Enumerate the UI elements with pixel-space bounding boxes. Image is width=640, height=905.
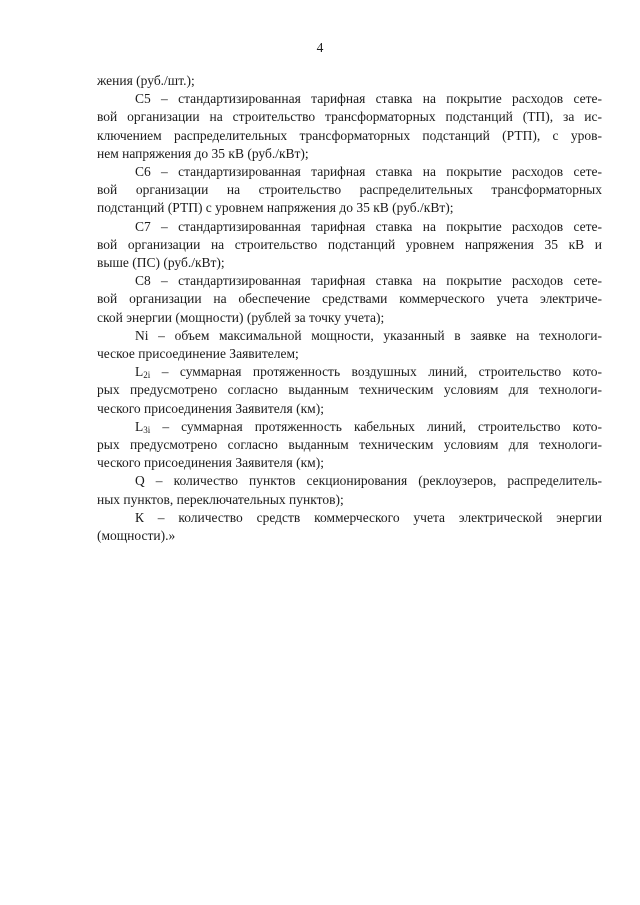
symbol-base: L <box>135 364 144 380</box>
text-line: нем напряжения до 35 кВ (руб./кВт); <box>97 145 309 161</box>
text-line: К – количество средств коммерческого учета электрической энергии <box>135 509 602 525</box>
paragraph-l2i <box>97 363 602 418</box>
text-line: ческого присоединения Заявителя (км); <box>97 455 324 471</box>
text-line: рых предусмотрено согласно выданным техническим условиям для технологи- <box>97 437 602 453</box>
paragraph-ni <box>97 327 602 363</box>
text-line: С5 – стандартизированная тарифная ставка на покрытие расходов сете- <box>135 91 602 107</box>
paragraph-c5 <box>97 90 602 163</box>
text-line: вой организации на строительство трансформаторных подстанций (ТП), за ис- <box>97 109 602 125</box>
line-text: – суммарная протяженность кабельных линий, строительство кото- <box>150 418 602 434</box>
text-line: жения (руб./шт.); <box>97 73 195 88</box>
text-line: С8 – стандартизированная тарифная ставка на покрытие расходов сете- <box>135 273 602 289</box>
text-line: выше (ПС) (руб./кВт); <box>97 255 225 271</box>
text-line: (мощности).» <box>97 528 176 544</box>
page-number: 4 <box>316 40 324 55</box>
symbol-subscript: 2i <box>143 370 151 381</box>
text-line: С7 – стандартизированная тарифная ставка на покрытие расходов сете- <box>135 218 602 234</box>
symbol-base: L <box>135 418 144 434</box>
text-line <box>97 418 602 436</box>
text-line: С6 – стандартизированная тарифная ставка на покрытие расходов сете- <box>135 164 602 180</box>
text-line: Q – количество пунктов секционирования (реклоузеров, распределитель- <box>135 473 602 489</box>
paragraph-c8 <box>97 272 602 327</box>
paragraph-l3i <box>97 418 602 473</box>
symbol-subscript: 3i <box>143 424 151 435</box>
text-line: ской энергии (мощности) (рублей за точку учета); <box>97 309 385 325</box>
line-text: – суммарная протяженность воздушных линий, строительство кото- <box>150 364 602 380</box>
paragraph-cont <box>97 72 602 90</box>
paragraph-k <box>97 509 602 545</box>
text-line <box>97 363 602 381</box>
text-line: вой организации на строительство распределительных трансформаторных <box>97 182 602 198</box>
text-line: Ni – объем максимальной мощности, указанный в заявке на технологи- <box>135 327 602 343</box>
text-line: вой организации на строительство подстанций уровнем напряжения 35 кВ и <box>97 236 602 252</box>
paragraph-c6 <box>97 163 602 218</box>
paragraph-q <box>97 472 602 508</box>
text-line: ключением распределительных трансформаторных подстанций (РТП), с уров- <box>97 127 602 143</box>
paragraph-c7 <box>97 218 602 273</box>
text-line: подстанций (РТП) с уровнем напряжения до 35 кВ (руб./кВт); <box>97 200 454 216</box>
text-line: ческое присоединение Заявителем; <box>97 346 299 362</box>
text-line: ческого присоединения Заявителя (км); <box>97 400 324 416</box>
text-line: рых предусмотрено согласно выданным техническим условиям для технологи- <box>97 382 602 398</box>
text-line: ных пунктов, переключательных пунктов); <box>97 491 344 507</box>
document-body <box>97 72 602 545</box>
text-line: вой организации на обеспечение средствами коммерческого учета электриче- <box>97 291 602 307</box>
